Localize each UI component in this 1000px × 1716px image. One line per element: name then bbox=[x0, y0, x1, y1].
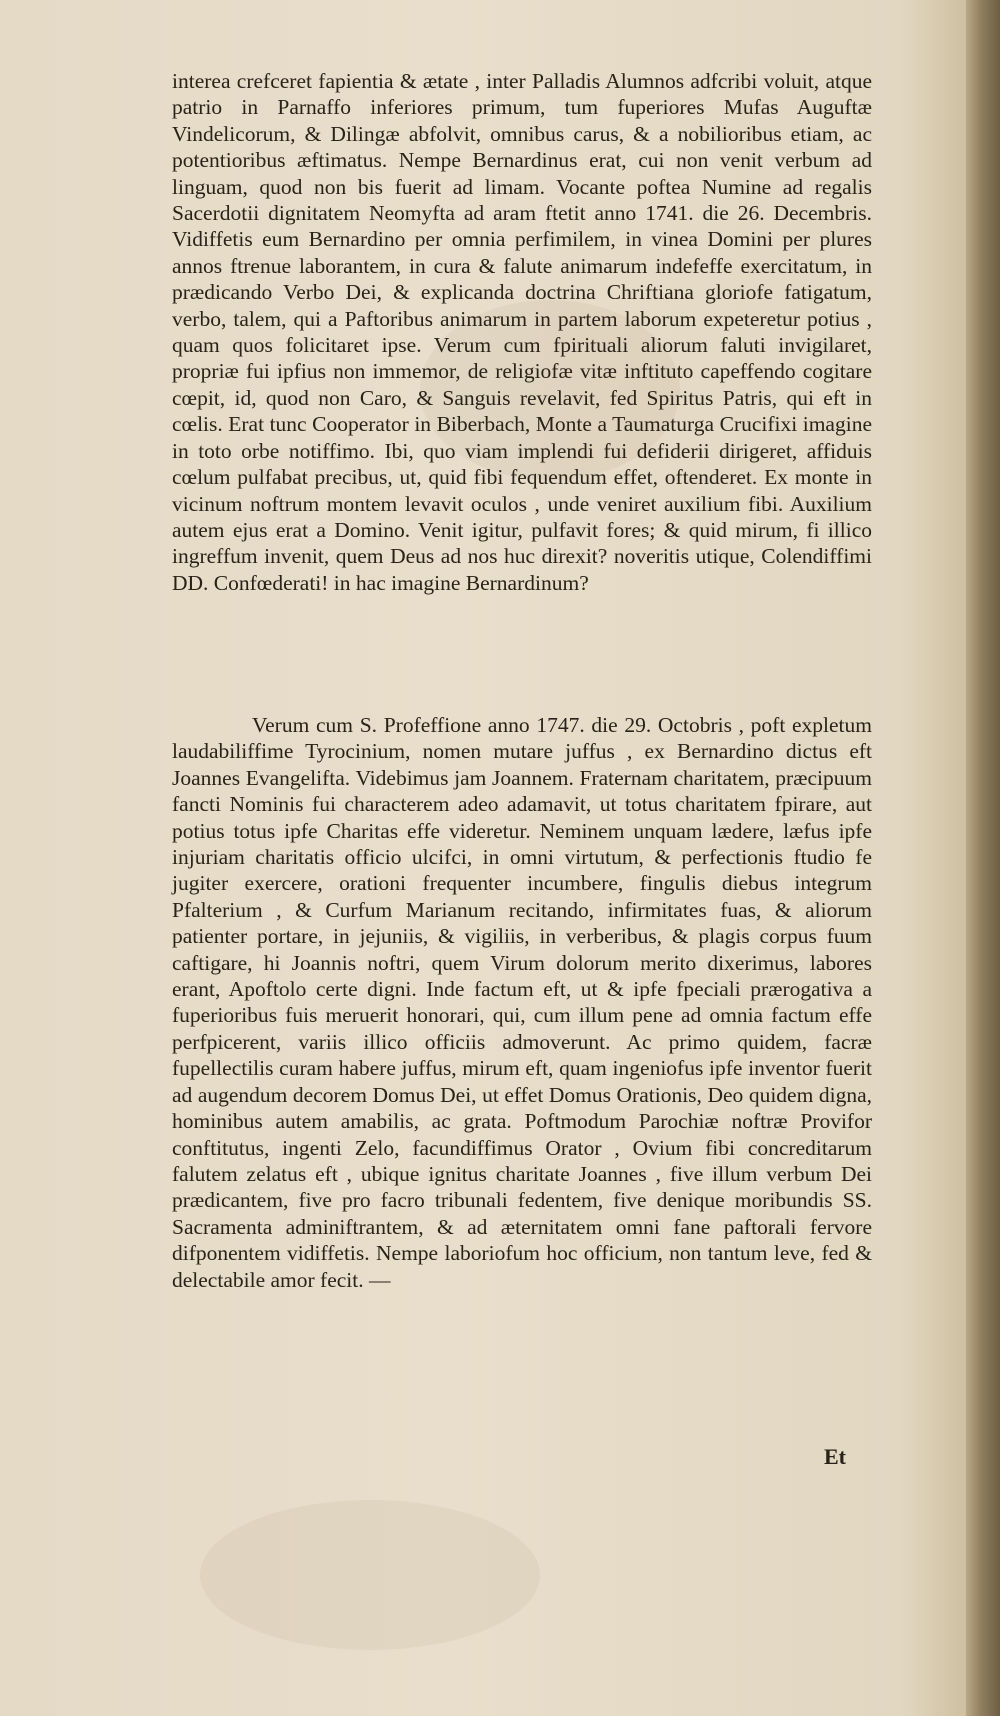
catchword: Et bbox=[824, 1444, 846, 1469]
paragraph-2 bbox=[172, 712, 872, 1293]
paragraph-1 bbox=[172, 68, 872, 596]
paragraph-text: interea crefceret fapientia & ætate , inter Palladis Alumnos adfcribi voluit, atque patrio in Parnaffo inferiores primum, tum fuperiores Mufas Auguftæ Vindelicorum, & Dilingæ abfolvit, omnibus carus, & a nobilioribus etiam, ac potentioribus æftimatus. Nempe Bernardinus erat, cui non venit verbum ad linguam, quod non bis fuerit ad limam. Vocante poftea Numine ad regalis Sacerdotii dignitatem Neomyfta ad aram ftetit anno 1741. die 26. Decembris. Vidiffetis eum Bernardino per omnia perfimilem, in vinea Domini per plures annos ftrenue laborantem, in cura & falute animarum indefeffe exercitatum, in prædicando Verbo Dei, & explicanda doctrina Chriftiana gloriofe fatigatum, verbo, talem, qui a Paftoribus animarum in partem laborum expeteretur potius , quam quos folicitaret ipse. Verum cum fpirituali aliorum faluti invigilaret, propriæ fui ipfius non immemor, de religiofæ vitæ inftituto capeffendo cogitare cœpit, id, quod non Caro, & Sanguis revelavit, fed Spiritus Patris, qui eft in cœlis. Erat tunc Cooperator in Biberbach, Monte a Taumaturga Crucifixi imagine in toto orbe notiffimo. Ibi, quo viam implendi fui defiderii dirigeret, affiduis cœlum pulfabat precibus, ut, quid fibi fequendum effet, oftenderet. Ex monte in vicinum noftrum montem levavit oculos , unde veniret auxilium fibi. Auxilium autem ejus erat a Domino. Venit igitur, pulfavit fores; & quid mirum, fi illico ingreffum invenit, quem Deus ad nos huc direxit? noveritis utique, Colendiffimi DD. Confœderati! in hac imagine Bernardinum? bbox=[172, 69, 872, 595]
book-spine bbox=[966, 0, 1000, 1716]
paragraph-text: Verum cum S. Profeffione anno 1747. die 29. Octobris , poft expletum laudabiliffime Tyrocinium, nomen mutare juffus , ex Bernardino dictus eft Joannes Evangelifta. Videbimus jam Joannem. Fraternam charitatem, præcipuum fancti Nominis fui characterem adeo adamavit, ut totus charitatem fpirare, aut potius totus ipfe Charitas effe videretur. Neminem unquam lædere, læfus ipfe injuriam charitatis officio ulcifci, in omni virtutum, & perfectionis ftudio fe jugiter exercere, orationi frequenter incumbere, fingulis diebus integrum Pfalterium , & Curfum Marianum recitando, infirmitates fuas, & aliorum patienter portare, in jejuniis, & vigiliis, in verberibus, & plagis corpus fuum caftigare, hi Joannis noftri, quem Virum dolorum merito dixerimus, labores erant, Apoftolo certe digni. Inde factum eft, ut & ipfe fpeciali prærogativa a fuperioribus fuis meruerit honorari, qui, cum illum pene ad omnia factum effe perfpicerent, variis illico officiis admoverunt. Ac primo quidem, facræ fupellectilis curam habere juffus, mirum eft, quam ingeniofus ipfe inventor fuerit ad augendum decorem Domus Dei, ut effet Domus Orationis, Deo quidem digna, hominibus autem amabilis, ac grata. Poftmodum Parochiæ noftræ Provifor conftitutus, ingenti Zelo, facundiffimus Orator , Ovium fibi concreditarum falutem zelatus eft , ubique ignitus charitate Joannes , five illum verbum Dei prædicantem, five pro facro tribunali fedentem, five denique moribundis SS. Sacramenta adminiftrantem, & ad æternitatem omni fane paftorali fervore difponentem vidiffetis. Nempe laboriofum hoc officium, non tantum leve, fed & delectabile amor fecit. — bbox=[172, 713, 872, 1292]
paper-stain bbox=[200, 1500, 540, 1650]
